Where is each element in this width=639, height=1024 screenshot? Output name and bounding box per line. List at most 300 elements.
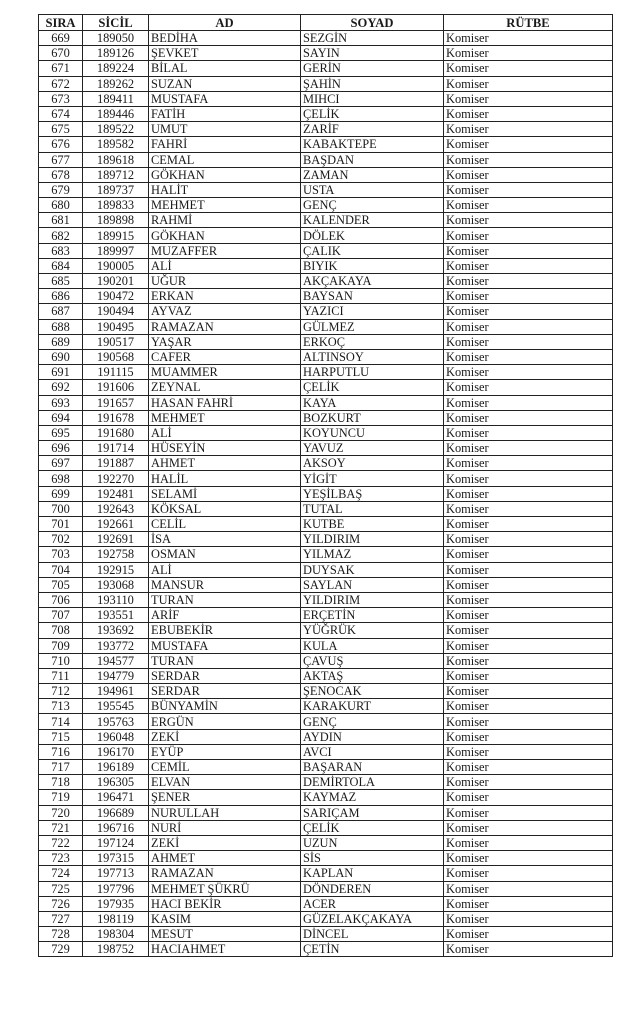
cell-rutbe: Komiser bbox=[444, 684, 613, 699]
table-row bbox=[39, 91, 613, 106]
table-row bbox=[39, 380, 613, 395]
cell-sicil: 194779 bbox=[83, 668, 149, 683]
cell-ad: ZEKİ bbox=[149, 835, 301, 850]
cell-sira: 713 bbox=[39, 699, 83, 714]
personnel-table bbox=[38, 14, 613, 957]
table-row bbox=[39, 122, 613, 137]
cell-rutbe: Komiser bbox=[444, 334, 613, 349]
cell-sicil: 190494 bbox=[83, 304, 149, 319]
cell-ad: ŞEVKET bbox=[149, 46, 301, 61]
cell-sira: 692 bbox=[39, 380, 83, 395]
cell-sicil: 190005 bbox=[83, 258, 149, 273]
table-body bbox=[39, 31, 613, 957]
cell-sicil: 192691 bbox=[83, 532, 149, 547]
cell-soyad: YAVUZ bbox=[301, 441, 444, 456]
cell-sicil: 192661 bbox=[83, 517, 149, 532]
cell-ad: MEHMET bbox=[149, 198, 301, 213]
cell-rutbe: Komiser bbox=[444, 577, 613, 592]
cell-sicil: 190472 bbox=[83, 289, 149, 304]
cell-rutbe: Komiser bbox=[444, 274, 613, 289]
cell-sira: 673 bbox=[39, 91, 83, 106]
table-row bbox=[39, 911, 613, 926]
table-row bbox=[39, 46, 613, 61]
cell-sira: 706 bbox=[39, 592, 83, 607]
cell-sicil: 194961 bbox=[83, 684, 149, 699]
table-row bbox=[39, 425, 613, 440]
cell-rutbe: Komiser bbox=[444, 911, 613, 926]
cell-sira: 704 bbox=[39, 562, 83, 577]
cell-soyad: BIYIK bbox=[301, 258, 444, 273]
table-row bbox=[39, 198, 613, 213]
cell-ad: EYÜP bbox=[149, 744, 301, 759]
cell-soyad: BAŞDAN bbox=[301, 152, 444, 167]
cell-sicil: 196689 bbox=[83, 805, 149, 820]
cell-ad: CEMAL bbox=[149, 152, 301, 167]
cell-soyad: DİNCEL bbox=[301, 927, 444, 942]
cell-soyad: SAYLAN bbox=[301, 577, 444, 592]
cell-sicil: 197315 bbox=[83, 851, 149, 866]
cell-sira: 697 bbox=[39, 456, 83, 471]
cell-ad: UMUT bbox=[149, 122, 301, 137]
cell-soyad: GÜZELAKÇAKAYA bbox=[301, 911, 444, 926]
cell-sira: 708 bbox=[39, 623, 83, 638]
header-soyad: SOYAD bbox=[301, 15, 444, 31]
cell-sicil: 196471 bbox=[83, 790, 149, 805]
cell-sira: 682 bbox=[39, 228, 83, 243]
cell-sira: 716 bbox=[39, 744, 83, 759]
cell-sicil: 189522 bbox=[83, 122, 149, 137]
cell-soyad: ZARİF bbox=[301, 122, 444, 137]
cell-sicil: 194577 bbox=[83, 653, 149, 668]
cell-sira: 674 bbox=[39, 106, 83, 121]
cell-ad: ZEYNAL bbox=[149, 380, 301, 395]
cell-ad: HACIAHMET bbox=[149, 942, 301, 957]
cell-sira: 718 bbox=[39, 775, 83, 790]
cell-rutbe: Komiser bbox=[444, 623, 613, 638]
cell-sira: 717 bbox=[39, 760, 83, 775]
table-row bbox=[39, 835, 613, 850]
cell-ad: BİLAL bbox=[149, 61, 301, 76]
cell-sira: 709 bbox=[39, 638, 83, 653]
cell-rutbe: Komiser bbox=[444, 213, 613, 228]
cell-sicil: 191887 bbox=[83, 456, 149, 471]
cell-soyad: AKTAŞ bbox=[301, 668, 444, 683]
table-row bbox=[39, 699, 613, 714]
table-row bbox=[39, 61, 613, 76]
table-row bbox=[39, 243, 613, 258]
cell-sicil: 192915 bbox=[83, 562, 149, 577]
cell-rutbe: Komiser bbox=[444, 258, 613, 273]
cell-rutbe: Komiser bbox=[444, 881, 613, 896]
cell-rutbe: Komiser bbox=[444, 805, 613, 820]
cell-sira: 711 bbox=[39, 668, 83, 683]
cell-sicil: 193068 bbox=[83, 577, 149, 592]
cell-rutbe: Komiser bbox=[444, 441, 613, 456]
cell-rutbe: Komiser bbox=[444, 760, 613, 775]
table-row bbox=[39, 668, 613, 683]
cell-ad: CEMİL bbox=[149, 760, 301, 775]
cell-sira: 721 bbox=[39, 820, 83, 835]
cell-rutbe: Komiser bbox=[444, 790, 613, 805]
cell-soyad: YÜĞRÜK bbox=[301, 623, 444, 638]
cell-sicil: 198119 bbox=[83, 911, 149, 926]
table-row bbox=[39, 577, 613, 592]
table-row bbox=[39, 213, 613, 228]
cell-ad: TURAN bbox=[149, 653, 301, 668]
cell-sicil: 195545 bbox=[83, 699, 149, 714]
cell-rutbe: Komiser bbox=[444, 653, 613, 668]
table-row bbox=[39, 106, 613, 121]
cell-sira: 683 bbox=[39, 243, 83, 258]
cell-soyad: YILDIRIM bbox=[301, 532, 444, 547]
cell-rutbe: Komiser bbox=[444, 106, 613, 121]
cell-ad: EBUBEKİR bbox=[149, 623, 301, 638]
cell-sicil: 197796 bbox=[83, 881, 149, 896]
cell-ad: ERKAN bbox=[149, 289, 301, 304]
table-row bbox=[39, 137, 613, 152]
table-row bbox=[39, 228, 613, 243]
cell-sira: 728 bbox=[39, 927, 83, 942]
cell-sicil: 197124 bbox=[83, 835, 149, 850]
cell-rutbe: Komiser bbox=[444, 471, 613, 486]
cell-ad: ALİ bbox=[149, 425, 301, 440]
cell-sira: 701 bbox=[39, 517, 83, 532]
cell-ad: ALİ bbox=[149, 258, 301, 273]
cell-sicil: 189446 bbox=[83, 106, 149, 121]
cell-ad: UĞUR bbox=[149, 274, 301, 289]
table-row bbox=[39, 714, 613, 729]
table-header-row bbox=[39, 15, 613, 31]
table-row bbox=[39, 623, 613, 638]
cell-ad: ELVAN bbox=[149, 775, 301, 790]
cell-rutbe: Komiser bbox=[444, 699, 613, 714]
table-row bbox=[39, 896, 613, 911]
cell-sira: 691 bbox=[39, 365, 83, 380]
table-row bbox=[39, 729, 613, 744]
cell-soyad: AKÇAKAYA bbox=[301, 274, 444, 289]
cell-ad: MANSUR bbox=[149, 577, 301, 592]
cell-sicil: 190495 bbox=[83, 319, 149, 334]
table-row bbox=[39, 638, 613, 653]
cell-soyad: ÇETİN bbox=[301, 942, 444, 957]
cell-ad: KASIM bbox=[149, 911, 301, 926]
cell-soyad: AVCI bbox=[301, 744, 444, 759]
cell-sira: 678 bbox=[39, 167, 83, 182]
cell-ad: RAHMİ bbox=[149, 213, 301, 228]
cell-rutbe: Komiser bbox=[444, 820, 613, 835]
cell-rutbe: Komiser bbox=[444, 744, 613, 759]
cell-soyad: AKSOY bbox=[301, 456, 444, 471]
cell-sicil: 189997 bbox=[83, 243, 149, 258]
cell-ad: ALİ bbox=[149, 562, 301, 577]
cell-sicil: 192270 bbox=[83, 471, 149, 486]
cell-rutbe: Komiser bbox=[444, 866, 613, 881]
table-row bbox=[39, 304, 613, 319]
cell-ad: MESUT bbox=[149, 927, 301, 942]
cell-sira: 671 bbox=[39, 61, 83, 76]
cell-ad: SERDAR bbox=[149, 668, 301, 683]
cell-soyad: ALTINSOY bbox=[301, 349, 444, 364]
table-row bbox=[39, 866, 613, 881]
cell-ad: YAŞAR bbox=[149, 334, 301, 349]
cell-ad: TURAN bbox=[149, 592, 301, 607]
cell-soyad: KARAKURT bbox=[301, 699, 444, 714]
cell-sicil: 197935 bbox=[83, 896, 149, 911]
cell-sira: 689 bbox=[39, 334, 83, 349]
cell-sicil: 195763 bbox=[83, 714, 149, 729]
header-sira: SIRA bbox=[39, 15, 83, 31]
cell-sicil: 196305 bbox=[83, 775, 149, 790]
cell-soyad: ÇAVUŞ bbox=[301, 653, 444, 668]
cell-soyad: KAPLAN bbox=[301, 866, 444, 881]
cell-sira: 724 bbox=[39, 866, 83, 881]
cell-sicil: 191680 bbox=[83, 425, 149, 440]
cell-rutbe: Komiser bbox=[444, 31, 613, 46]
cell-sicil: 189411 bbox=[83, 91, 149, 106]
cell-sira: 726 bbox=[39, 896, 83, 911]
cell-ad: ARİF bbox=[149, 608, 301, 623]
table-row bbox=[39, 289, 613, 304]
cell-sicil: 189126 bbox=[83, 46, 149, 61]
cell-soyad: ŞENOCAK bbox=[301, 684, 444, 699]
cell-ad: AHMET bbox=[149, 456, 301, 471]
header-rutbe: RÜTBE bbox=[444, 15, 613, 31]
cell-sira: 681 bbox=[39, 213, 83, 228]
table-row bbox=[39, 258, 613, 273]
cell-sira: 714 bbox=[39, 714, 83, 729]
cell-soyad: DUYSAK bbox=[301, 562, 444, 577]
cell-sicil: 192643 bbox=[83, 501, 149, 516]
cell-sicil: 189898 bbox=[83, 213, 149, 228]
cell-soyad: MIHCI bbox=[301, 91, 444, 106]
cell-sicil: 189737 bbox=[83, 182, 149, 197]
cell-sira: 707 bbox=[39, 608, 83, 623]
table-row bbox=[39, 562, 613, 577]
cell-sicil: 198752 bbox=[83, 942, 149, 957]
cell-sicil: 190201 bbox=[83, 274, 149, 289]
cell-ad: MUSTAFA bbox=[149, 638, 301, 653]
cell-ad: NURİ bbox=[149, 820, 301, 835]
cell-sira: 725 bbox=[39, 881, 83, 896]
cell-rutbe: Komiser bbox=[444, 896, 613, 911]
cell-soyad: AYDIN bbox=[301, 729, 444, 744]
cell-ad: AYVAZ bbox=[149, 304, 301, 319]
cell-sicil: 191714 bbox=[83, 441, 149, 456]
cell-ad: SUZAN bbox=[149, 76, 301, 91]
cell-soyad: ÇELİK bbox=[301, 820, 444, 835]
cell-soyad: KALENDER bbox=[301, 213, 444, 228]
cell-sira: 715 bbox=[39, 729, 83, 744]
cell-soyad: KAYA bbox=[301, 395, 444, 410]
table-row bbox=[39, 76, 613, 91]
cell-sira: 695 bbox=[39, 425, 83, 440]
cell-sicil: 196170 bbox=[83, 744, 149, 759]
cell-rutbe: Komiser bbox=[444, 851, 613, 866]
cell-ad: SELAMİ bbox=[149, 486, 301, 501]
cell-sicil: 193551 bbox=[83, 608, 149, 623]
cell-soyad: KABAKTEPE bbox=[301, 137, 444, 152]
cell-sicil: 196716 bbox=[83, 820, 149, 835]
cell-sicil: 192481 bbox=[83, 486, 149, 501]
cell-sira: 675 bbox=[39, 122, 83, 137]
cell-rutbe: Komiser bbox=[444, 228, 613, 243]
cell-rutbe: Komiser bbox=[444, 167, 613, 182]
cell-rutbe: Komiser bbox=[444, 486, 613, 501]
cell-rutbe: Komiser bbox=[444, 729, 613, 744]
cell-soyad: TUTAL bbox=[301, 501, 444, 516]
cell-rutbe: Komiser bbox=[444, 137, 613, 152]
cell-soyad: GENÇ bbox=[301, 714, 444, 729]
cell-soyad: KOYUNCU bbox=[301, 425, 444, 440]
cell-sira: 700 bbox=[39, 501, 83, 516]
cell-rutbe: Komiser bbox=[444, 198, 613, 213]
table-row bbox=[39, 653, 613, 668]
cell-rutbe: Komiser bbox=[444, 122, 613, 137]
cell-ad: FATİH bbox=[149, 106, 301, 121]
cell-ad: ERGÜN bbox=[149, 714, 301, 729]
table-row bbox=[39, 410, 613, 425]
cell-soyad: SEZGİN bbox=[301, 31, 444, 46]
table-row bbox=[39, 365, 613, 380]
cell-rutbe: Komiser bbox=[444, 395, 613, 410]
cell-rutbe: Komiser bbox=[444, 319, 613, 334]
cell-ad: FAHRİ bbox=[149, 137, 301, 152]
cell-ad: ŞENER bbox=[149, 790, 301, 805]
cell-rutbe: Komiser bbox=[444, 638, 613, 653]
cell-soyad: ZAMAN bbox=[301, 167, 444, 182]
table-row bbox=[39, 395, 613, 410]
cell-ad: BÜNYAMİN bbox=[149, 699, 301, 714]
cell-sicil: 192758 bbox=[83, 547, 149, 562]
cell-sicil: 193110 bbox=[83, 592, 149, 607]
cell-rutbe: Komiser bbox=[444, 532, 613, 547]
cell-sicil: 189050 bbox=[83, 31, 149, 46]
cell-rutbe: Komiser bbox=[444, 410, 613, 425]
cell-ad: KÖKSAL bbox=[149, 501, 301, 516]
cell-sira: 719 bbox=[39, 790, 83, 805]
table-row bbox=[39, 517, 613, 532]
table-row bbox=[39, 820, 613, 835]
header-sicil: SİCİL bbox=[83, 15, 149, 31]
cell-sira: 693 bbox=[39, 395, 83, 410]
cell-rutbe: Komiser bbox=[444, 714, 613, 729]
cell-rutbe: Komiser bbox=[444, 547, 613, 562]
cell-sira: 680 bbox=[39, 198, 83, 213]
table-row bbox=[39, 684, 613, 699]
cell-rutbe: Komiser bbox=[444, 592, 613, 607]
cell-soyad: YİGİT bbox=[301, 471, 444, 486]
cell-soyad: GERİN bbox=[301, 61, 444, 76]
cell-sicil: 196048 bbox=[83, 729, 149, 744]
cell-rutbe: Komiser bbox=[444, 91, 613, 106]
cell-sira: 694 bbox=[39, 410, 83, 425]
cell-soyad: DÖNDEREN bbox=[301, 881, 444, 896]
cell-sira: 698 bbox=[39, 471, 83, 486]
cell-ad: AHMET bbox=[149, 851, 301, 866]
table-row bbox=[39, 182, 613, 197]
cell-soyad: BOZKURT bbox=[301, 410, 444, 425]
cell-sicil: 189712 bbox=[83, 167, 149, 182]
cell-soyad: GENÇ bbox=[301, 198, 444, 213]
table-row bbox=[39, 927, 613, 942]
cell-soyad: YEŞİLBAŞ bbox=[301, 486, 444, 501]
table-row bbox=[39, 592, 613, 607]
cell-ad: RAMAZAN bbox=[149, 319, 301, 334]
cell-soyad: KULA bbox=[301, 638, 444, 653]
cell-ad: İSA bbox=[149, 532, 301, 547]
cell-soyad: SAYIN bbox=[301, 46, 444, 61]
cell-sicil: 189618 bbox=[83, 152, 149, 167]
cell-soyad: GÜLMEZ bbox=[301, 319, 444, 334]
cell-rutbe: Komiser bbox=[444, 243, 613, 258]
cell-sicil: 198304 bbox=[83, 927, 149, 942]
cell-ad: HASAN FAHRİ bbox=[149, 395, 301, 410]
cell-rutbe: Komiser bbox=[444, 152, 613, 167]
cell-sira: 723 bbox=[39, 851, 83, 866]
table-row bbox=[39, 608, 613, 623]
cell-ad: CAFER bbox=[149, 349, 301, 364]
cell-ad: HALİL bbox=[149, 471, 301, 486]
cell-ad: NURULLAH bbox=[149, 805, 301, 820]
cell-sira: 696 bbox=[39, 441, 83, 456]
cell-sira: 720 bbox=[39, 805, 83, 820]
table-row bbox=[39, 471, 613, 486]
cell-soyad: ERKOÇ bbox=[301, 334, 444, 349]
cell-rutbe: Komiser bbox=[444, 517, 613, 532]
cell-sira: 688 bbox=[39, 319, 83, 334]
cell-sira: 687 bbox=[39, 304, 83, 319]
cell-soyad: ACER bbox=[301, 896, 444, 911]
cell-sira: 676 bbox=[39, 137, 83, 152]
table-row bbox=[39, 441, 613, 456]
cell-ad: SERDAR bbox=[149, 684, 301, 699]
table-row bbox=[39, 349, 613, 364]
cell-soyad: ŞAHİN bbox=[301, 76, 444, 91]
cell-sira: 727 bbox=[39, 911, 83, 926]
cell-soyad: ERÇETİN bbox=[301, 608, 444, 623]
cell-soyad: DEMİRTOLA bbox=[301, 775, 444, 790]
cell-sira: 722 bbox=[39, 835, 83, 850]
cell-sicil: 189582 bbox=[83, 137, 149, 152]
cell-sira: 703 bbox=[39, 547, 83, 562]
table-row bbox=[39, 790, 613, 805]
cell-rutbe: Komiser bbox=[444, 501, 613, 516]
cell-soyad: BAYSAN bbox=[301, 289, 444, 304]
cell-soyad: USTA bbox=[301, 182, 444, 197]
cell-soyad: ÇELİK bbox=[301, 106, 444, 121]
cell-sicil: 191657 bbox=[83, 395, 149, 410]
cell-soyad: SİS bbox=[301, 851, 444, 866]
cell-soyad: ÇELİK bbox=[301, 380, 444, 395]
cell-rutbe: Komiser bbox=[444, 668, 613, 683]
cell-sira: 690 bbox=[39, 349, 83, 364]
cell-ad: MUSTAFA bbox=[149, 91, 301, 106]
cell-ad: MUZAFFER bbox=[149, 243, 301, 258]
cell-soyad: UZUN bbox=[301, 835, 444, 850]
cell-ad: HALİT bbox=[149, 182, 301, 197]
cell-sicil: 190568 bbox=[83, 349, 149, 364]
cell-sira: 686 bbox=[39, 289, 83, 304]
cell-sicil: 189833 bbox=[83, 198, 149, 213]
header-ad: AD bbox=[149, 15, 301, 31]
cell-sira: 702 bbox=[39, 532, 83, 547]
cell-ad: ZEKİ bbox=[149, 729, 301, 744]
cell-rutbe: Komiser bbox=[444, 289, 613, 304]
table-row bbox=[39, 851, 613, 866]
cell-sicil: 189915 bbox=[83, 228, 149, 243]
cell-ad: MEHMET bbox=[149, 410, 301, 425]
cell-rutbe: Komiser bbox=[444, 365, 613, 380]
